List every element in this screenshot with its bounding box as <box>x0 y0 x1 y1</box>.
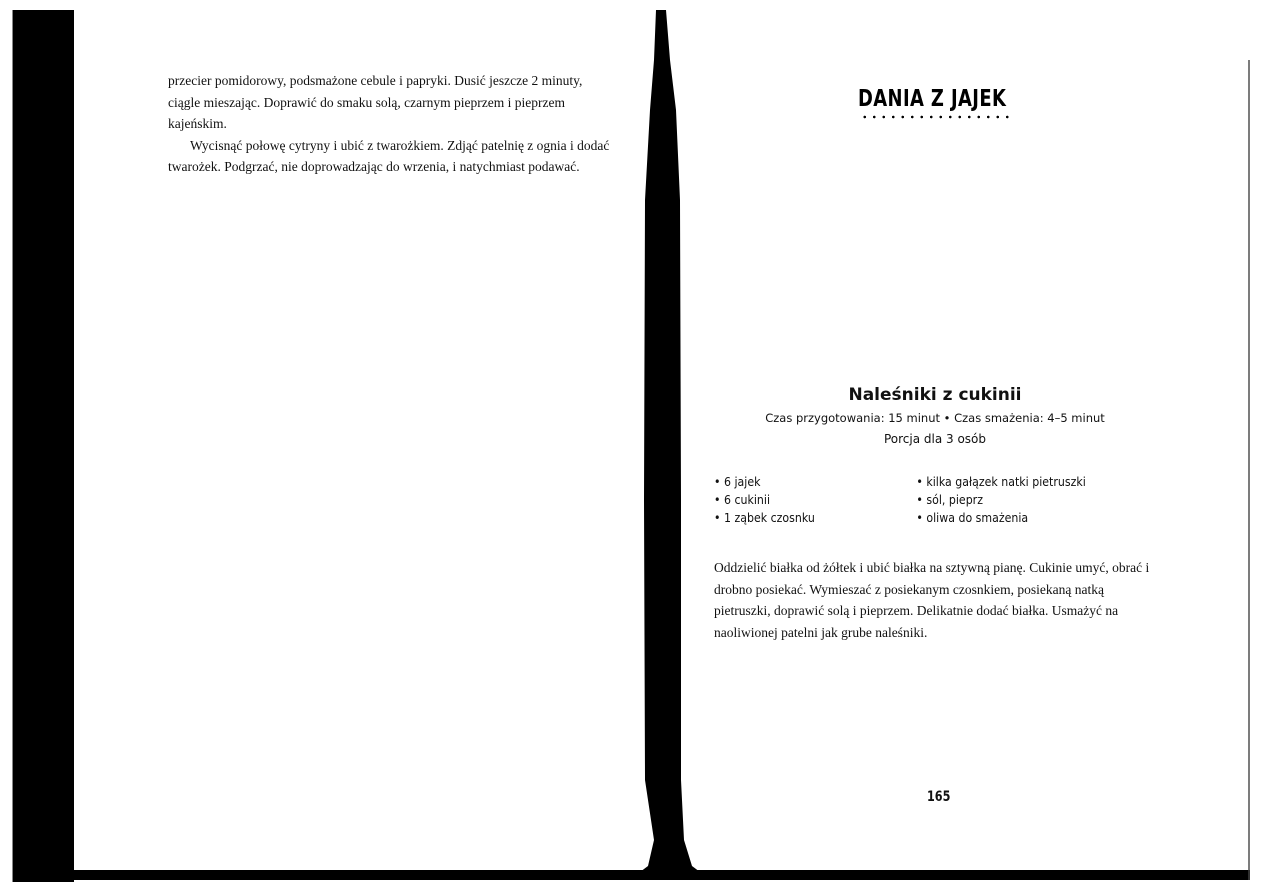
chapter-title-dotted-underline <box>860 115 1012 119</box>
scan-right-edge <box>1248 60 1250 880</box>
recipe-times: Czas przygotowania: 15 minut • Czas smażenia: 4–5 minut <box>765 411 1105 425</box>
ingredient-item: • 6 jajek <box>714 474 761 489</box>
paragraph: przecier pomidorowy, podsmażone cebule i papryki. Dusić jeszcze 2 minuty, ciągle mieszając. Doprawić do smaku solą, czarnym pieprzem i pieprzem kajeńskim. <box>168 73 583 131</box>
chapter-title: DANIA Z JAJEK <box>858 86 1007 112</box>
ingredient-item: • oliwa do smażenia <box>916 510 1029 525</box>
recipe-instructions <box>714 557 1159 643</box>
instructions-paragraph: Oddzielić białka od żółtek i ubić białka na sztywną pianę. Cukinie umyć, obrać i drobno posiekać. Wymieszać z posiekanym czosnkiem, posiekaną natką pietruszki, doprawić solą i pieprzem. Delikatnie dodać białka. Usmażyć na naoliwionej patelni jak grube naleśniki. <box>714 560 1150 640</box>
scan-bottom-shadow <box>74 870 1250 880</box>
ingredient-item: • kilka gałązek natki pietruszki <box>916 474 1086 489</box>
left-page-text <box>168 70 613 178</box>
ingredients-list <box>714 474 1092 525</box>
ingredient-item: • 6 cukinii <box>714 492 771 507</box>
ingredient-item: • 1 ząbek czosnku <box>714 510 815 525</box>
page-number: 165 <box>927 789 951 805</box>
paragraph: Wycisnąć połowę cytryny i ubić z twarożkiem. Zdjąć patelnię z ognia i dodać twarożek. Podgrzać, nie doprowadzając do wrzenia, i natychmiast podawać. <box>168 137 610 174</box>
recipe-portion: Porcja dla 3 osób <box>883 432 987 446</box>
recipe-title: Naleśniki z cukinii <box>848 385 1022 405</box>
ingredient-item: • sól, pieprz <box>916 492 983 507</box>
